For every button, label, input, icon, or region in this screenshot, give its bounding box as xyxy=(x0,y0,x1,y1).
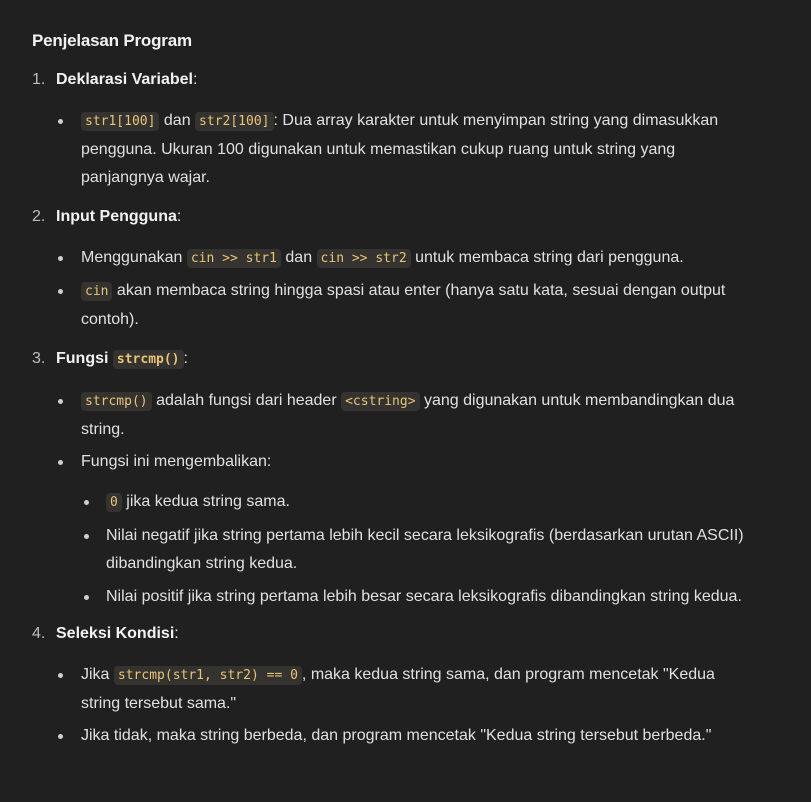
step-number: 1. xyxy=(32,71,46,88)
inline-code: strcmp() xyxy=(113,350,184,369)
inline-code: str1[100] xyxy=(81,112,159,131)
list-item xyxy=(81,244,779,273)
text: : Dua array karakter untuk menyimpan string yang dimasukkan pengguna. Ukuran 100 digunakan untuk memastikan cukup ruang untuk string yang panjangnya wajar. xyxy=(81,112,719,186)
list-item xyxy=(81,722,779,750)
sub-list-item xyxy=(106,583,755,611)
text: Nilai negatif jika string pertama lebih kecil secara leksikografis (berdasarkan urutan ASCII) dibandingkan string kedua. xyxy=(106,527,744,572)
step-heading: 4. Seleksi Kondisi: xyxy=(32,623,779,645)
inline-code: cin xyxy=(81,282,112,301)
inline-code: strcmp() xyxy=(81,392,152,411)
bullet-list xyxy=(32,107,779,192)
step-heading: 1. Deklarasi Variabel: xyxy=(32,69,779,91)
text: Menggunakan xyxy=(81,249,187,266)
list-item xyxy=(81,448,779,611)
step-function xyxy=(32,348,779,611)
step-declaration xyxy=(32,69,779,192)
text: jika kedua string sama. xyxy=(121,493,290,510)
sub-list-item xyxy=(106,488,755,517)
text: dan xyxy=(159,112,196,129)
text: Jika xyxy=(81,666,114,683)
inline-code: cin >> str1 xyxy=(187,249,281,268)
text: untuk membaca string dari pengguna. xyxy=(410,249,684,266)
text: Nilai positif jika string pertama lebih besar secara leksikografis dibandingkan string kedua. xyxy=(106,588,742,605)
text: akan membaca string hingga spasi atau enter (hanya satu kata, sesuai dengan output contoh). xyxy=(81,282,726,328)
list-item xyxy=(81,387,779,444)
steps-list xyxy=(32,69,779,750)
inline-code: 0 xyxy=(106,493,122,512)
text: Fungsi ini mengembalikan: xyxy=(81,453,272,470)
text: adalah fungsi dari header xyxy=(151,392,342,409)
text: dan xyxy=(280,249,317,266)
inline-code: <cstring> xyxy=(341,392,419,411)
step-condition xyxy=(32,623,779,750)
text: , maka kedua string sama, dan program mencetak "Kedua string tersebut sama." xyxy=(81,666,715,712)
text: yang digunakan untuk membandingkan dua string. xyxy=(81,392,735,438)
step-title: Input Pengguna xyxy=(56,208,177,225)
step-title: Deklarasi Variabel xyxy=(56,71,193,88)
step-title: Fungsi xyxy=(56,350,109,367)
section-title: Penjelasan Program xyxy=(32,31,192,50)
bullet-list xyxy=(32,387,779,611)
inline-code: cin >> str2 xyxy=(317,249,411,268)
step-title: Seleksi Kondisi xyxy=(56,625,175,642)
text: Jika tidak, maka string berbeda, dan program mencetak "Kedua string tersebut berbeda." xyxy=(81,727,712,744)
sub-list-item xyxy=(106,522,755,578)
list-item xyxy=(81,661,779,718)
sub-bullet-list xyxy=(81,488,755,611)
bullet-list xyxy=(32,244,779,334)
list-item xyxy=(81,107,779,192)
inline-code: strcmp(str1, str2) == 0 xyxy=(114,666,302,685)
inline-code: str2[100] xyxy=(195,112,273,131)
step-number: 2. xyxy=(32,208,46,225)
list-item xyxy=(81,277,779,334)
step-number: 4. xyxy=(32,625,46,642)
step-heading: 2. Input Pengguna: xyxy=(32,206,779,228)
step-number: 3. xyxy=(32,350,46,367)
step-input xyxy=(32,206,779,334)
bullet-list xyxy=(32,661,779,750)
step-heading: 3. Fungsi strcmp() : xyxy=(32,348,779,371)
